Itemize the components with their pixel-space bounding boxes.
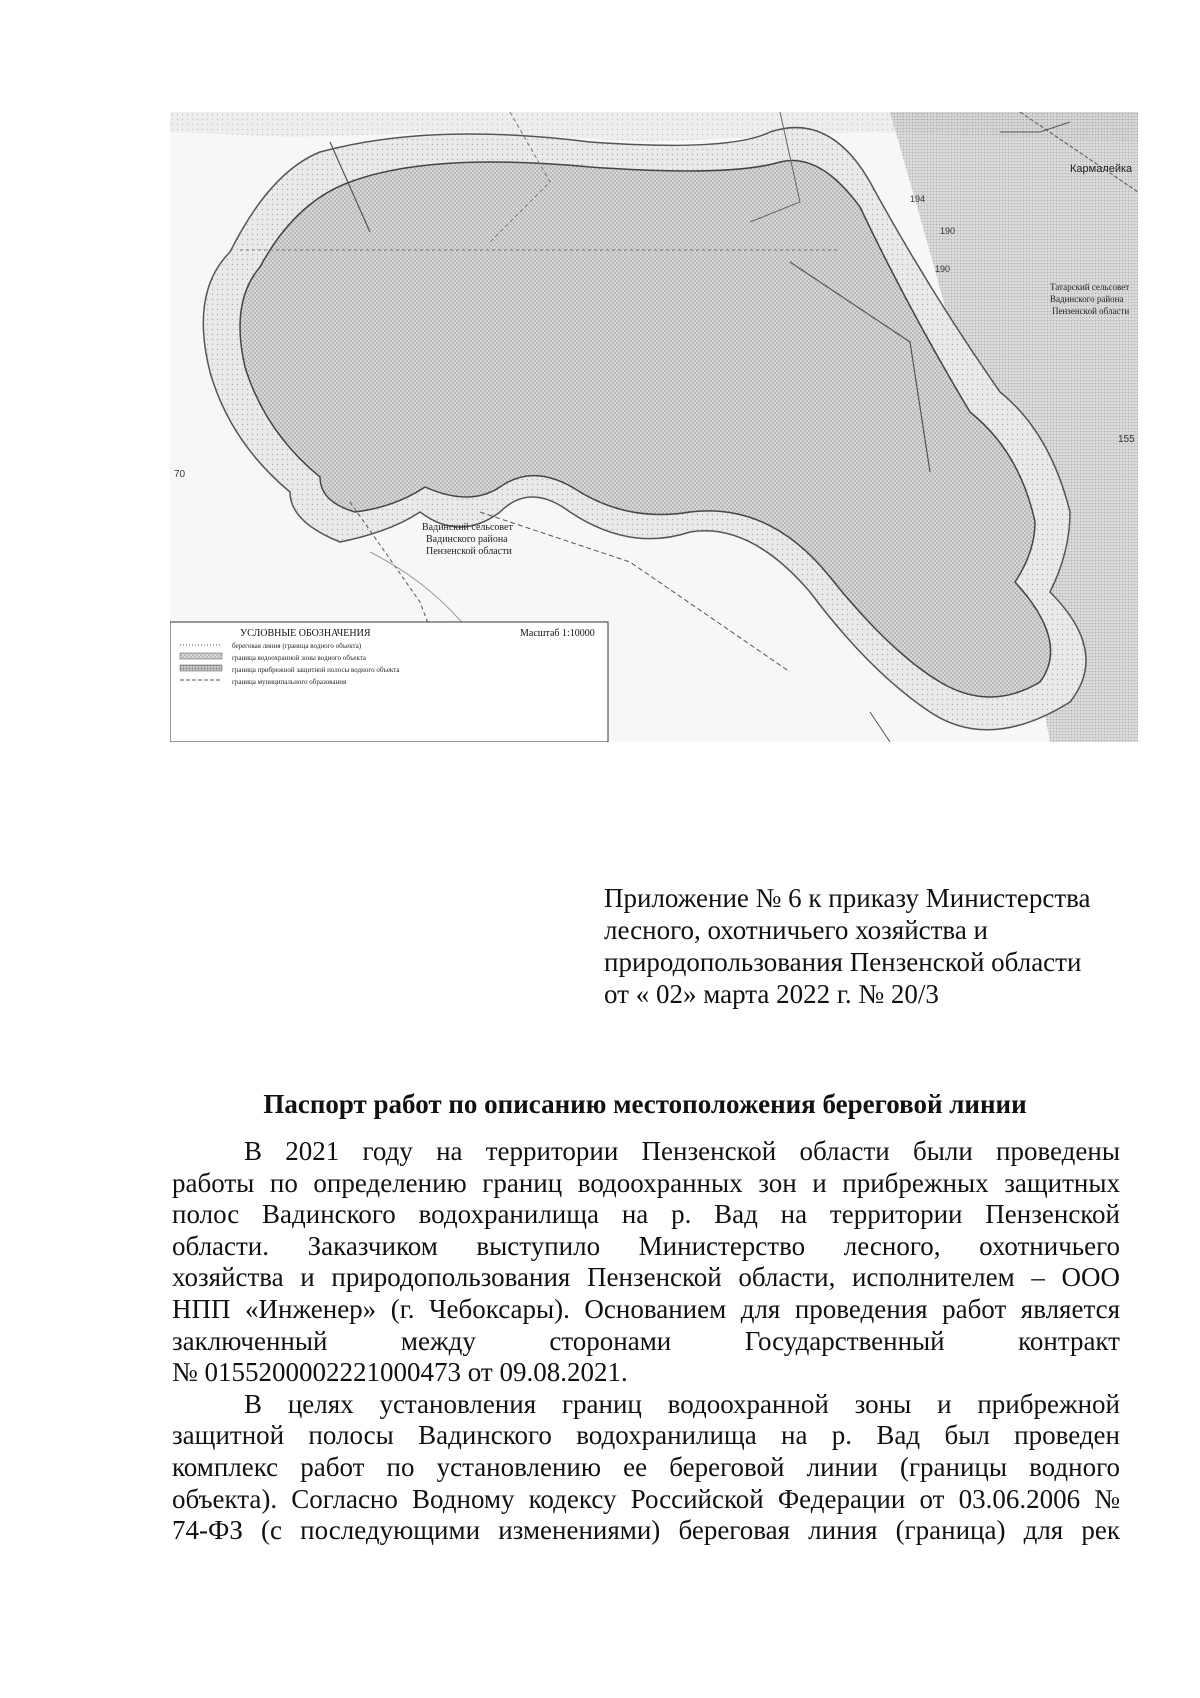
village-council-center-line-3: Пензенской области (426, 546, 512, 557)
elevation-left: 70 (174, 469, 186, 480)
appendix-line-1: Приложение № 6 к приказу Министерства (604, 883, 1091, 913)
appendix-line-3: природопользования Пензенской области (604, 947, 1082, 977)
body-line-5: хозяйства и природопользования Пензенской области, исполнителем – ООО (172, 1262, 1120, 1293)
body-line-9: В целях установления границ водоохранной зоны и прибрежной (244, 1388, 1120, 1419)
body-line-3: полос Вадинского водохранилища на р. Вад на территории Пензенской (172, 1199, 1120, 1230)
legend-swatch-water-zone (180, 653, 222, 659)
legend-item-2: граница водоохранной зоны водного объекта (232, 654, 367, 662)
map-legend (170, 622, 608, 742)
elevation-label-2: 190 (940, 226, 956, 236)
body-line-7: заключенный между сторонами Государственный контракт (172, 1325, 1120, 1356)
village-council-center (422, 522, 513, 557)
village-council-right-line-2: Вадинского района (1050, 294, 1124, 304)
body-line-10: защитной полосы Вадинского водохранилища на р. Вад был проведен (172, 1420, 1120, 1451)
village-council-right-line-3: Пензенской области (1052, 306, 1130, 316)
village-council-right-line-1: Татарский сельсовет (1050, 282, 1130, 292)
body-line-2: работы по определению границ водоохранных зон и прибрежных защитных (172, 1167, 1120, 1198)
legend-item-3: граница прибрежной защитной полосы водного объекта (232, 666, 400, 674)
village-council-center-line-2: Вадинского района (426, 534, 508, 545)
legend-title: УСЛОВНЫЕ ОБОЗНАЧЕНИЯ (240, 628, 371, 639)
elevation-label-3: 190 (935, 264, 951, 274)
body-line-1: В 2021 году на территории Пензенской области были проведены (244, 1136, 1120, 1166)
body-line-13: 74-ФЗ (с последующими изменениями) береговая линия (граница) для рек (172, 1515, 1120, 1546)
legend-swatch-coastal-strip (180, 665, 222, 671)
document-title: Паспорт работ по описанию местоположения береговой линии (263, 1089, 1027, 1119)
legend-item-4: граница муниципального образования (232, 678, 347, 686)
body-line-6: НПП «Инженер» (г. Чебоксары). Основанием для проведения работ является (172, 1293, 1120, 1324)
map-scale: Масштаб 1:10000 (520, 628, 595, 639)
map-drawing (170, 112, 1138, 742)
appendix-line-2: лесного, охотничьего хозяйства и (604, 915, 988, 945)
body-line-8: № 0155200002221000473 от 09.08.2021. (172, 1357, 628, 1388)
body-line-12: объекта). Согласно Водному кодексу Российской Федерации от 03.06.2006 № (172, 1483, 1120, 1514)
place-karmaleyka: Кармалейка (1070, 163, 1133, 175)
elevation-label-1: 194 (910, 194, 926, 204)
body-line-11: комплекс работ по установлению ее береговой линии (границы водного (172, 1451, 1120, 1482)
water-body-map (170, 112, 1138, 742)
document-body (172, 1136, 1120, 1547)
body-line-4: области. Заказчиком выступило Министерство лесного, охотничьего (172, 1230, 1120, 1261)
appendix-header (604, 882, 1124, 1010)
appendix-line-4: от « 02» марта 2022 г. № 20/3 (604, 979, 939, 1009)
legend-item-1: береговая линия (граница водного объекта) (232, 642, 362, 650)
village-council-right (1050, 282, 1129, 316)
elevation-right: 155 (1118, 434, 1135, 445)
village-council-center-line-1: Вадинский сельсовет (422, 522, 513, 533)
